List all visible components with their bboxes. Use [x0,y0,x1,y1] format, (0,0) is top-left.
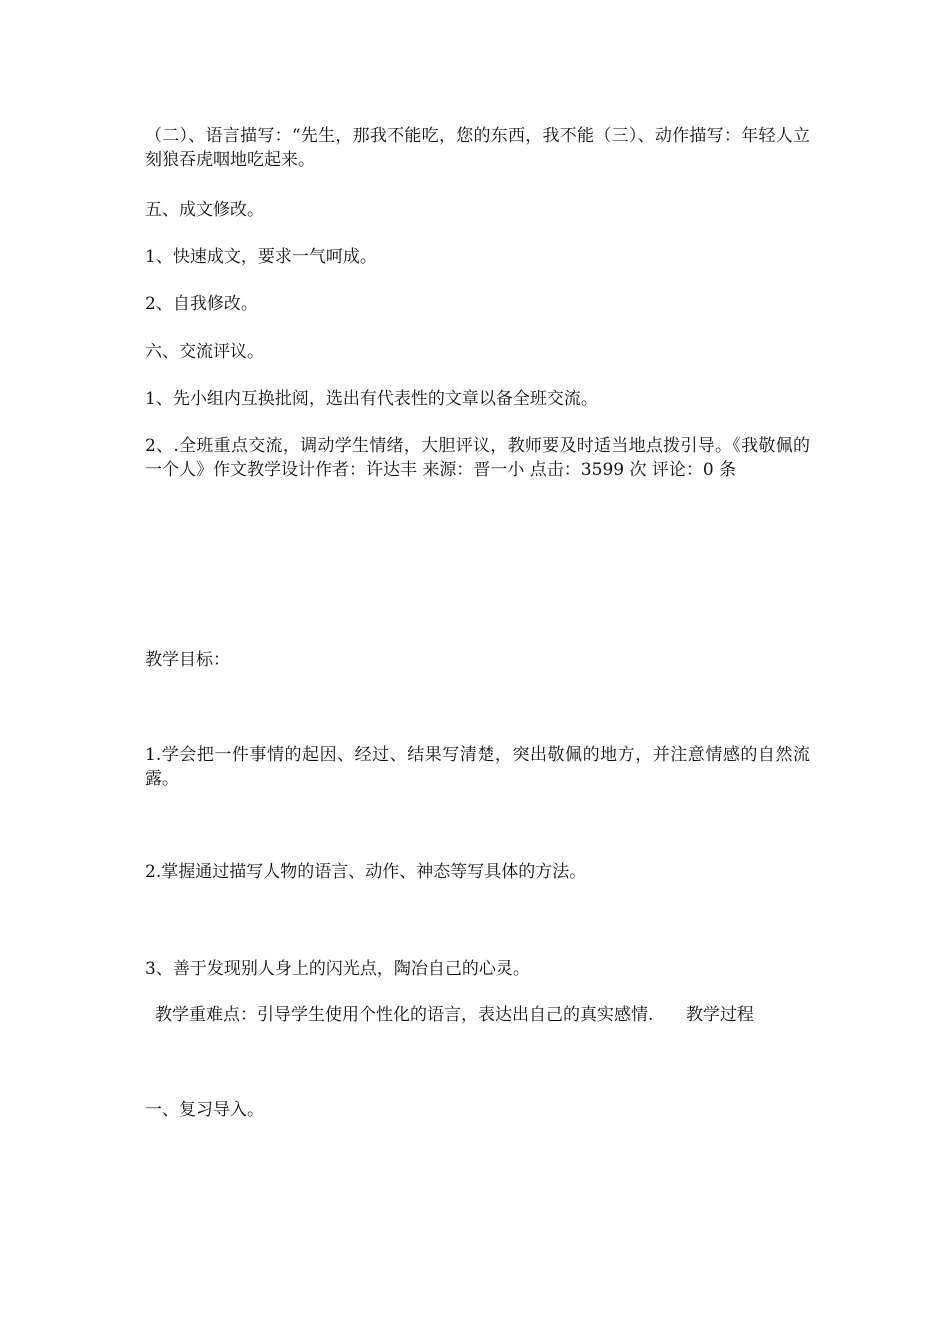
paragraph-goal-three: 3、善于发现别人身上的闪光点，陶冶自己的心灵。 [145,959,530,979]
paragraph-section-one-heading: 一、复习导入。 [145,1100,264,1120]
paragraph-goal-two: 2.掌握通过描写人物的语言、动作、神态等写具体的方法。 [145,862,587,882]
paragraph-step-self-revision: 2、自我修改。 [145,294,258,314]
paragraph-goal-one: 1.学会把一件事情的起因、经过、结果写清楚，突出敬佩的地方，并注意情感的自然流露。 [145,745,810,789]
paragraph-language-action-description: （二）、语言描写：“先生，那我不能吃，您的东西，我不能（三）、动作描写：年轻人立刻狼吞虎咽地吃起来。 [145,126,810,170]
paragraph-class-exchange-and-article-meta: 2、.全班重点交流，调动学生情绪，大胆评议，教师要及时适当地点拨引导。《我敬佩的一个人》作文教学设计作者：许达丰 来源：晋一小 点击：3599 次 评论：0 条 [145,436,810,480]
paragraph-step-group-review: 1、先小组内互换批阅，选出有代表性的文章以备全班交流。 [145,389,598,409]
paragraph-key-difficulties-and-process: 教学重难点：引导学生使用个性化的语言，表达出自己的真实感情. 教学过程 [155,1005,754,1025]
paragraph-section-five-heading: 五、成文修改。 [145,200,264,220]
paragraph-step-quick-writing: 1、快速成文，要求一气呵成。 [145,247,377,267]
paragraph-section-six-heading: 六、交流评议。 [145,342,264,362]
paragraph-teaching-goals-heading: 教学目标： [145,650,230,670]
